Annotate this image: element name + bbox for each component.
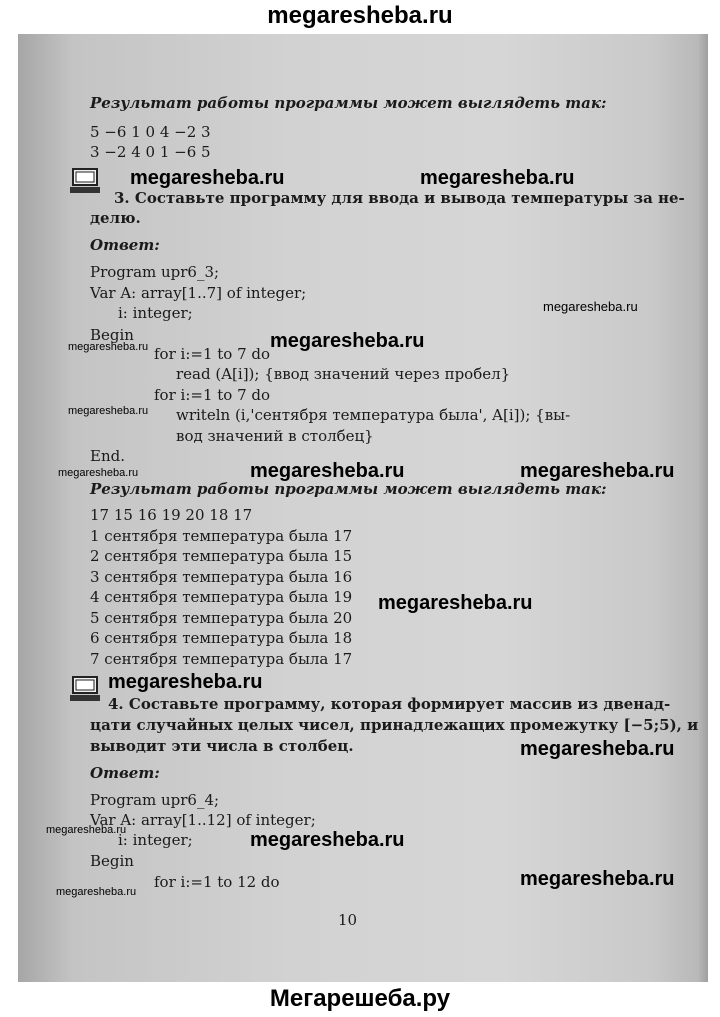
code-line: Var A: array[1..12] of integer; [90, 811, 316, 829]
watermark: megaresheba.ru [378, 592, 533, 614]
watermark-small: megaresheba.ru [46, 824, 127, 836]
output-line: 3 −2 4 0 1 −6 5 [90, 143, 211, 161]
output-line: 17 15 16 19 20 18 17 [90, 506, 253, 524]
code-line: Var A: array[1..7] of integer; [90, 284, 307, 302]
task3-line1 [114, 188, 685, 208]
watermark-small: megaresheba.ru [58, 467, 139, 479]
code-line: for i:=1 to 7 do [154, 386, 271, 404]
answer-label-1: Ответ: [90, 236, 160, 254]
task4-text-2: цати случайных целых чисел, принадлежащих промежутку [−5;5), и [90, 716, 699, 734]
output-line: 7 сентября температура была 17 [90, 650, 353, 668]
output-line: 1 сентября температура была 17 [90, 527, 353, 545]
output-line: 5 −6 1 0 4 −2 3 [90, 123, 211, 141]
task3-text: Составьте программу для ввода и вывода температуры за не- [134, 189, 685, 207]
task4-text: Составьте программу, которая формирует массив из двенад- [128, 695, 671, 713]
code-line: Begin [90, 326, 134, 344]
result-caption-2: Результат работы программы может выглядеть так: [90, 480, 607, 498]
page-number: 10 [338, 911, 358, 929]
output-line: 4 сентября температура была 19 [90, 588, 353, 606]
result-caption-1: Результат работы программы может выглядеть так: [90, 94, 607, 112]
computer-icon [68, 676, 102, 702]
watermark: megaresheba.ru [108, 671, 263, 693]
watermark: megaresheba.ru [520, 738, 675, 760]
task4-line1 [108, 694, 670, 714]
watermark: megaresheba.ru [270, 330, 425, 352]
watermark-small: megaresheba.ru [56, 886, 137, 898]
output-line: 3 сентября температура была 16 [90, 568, 353, 586]
code-line: i: integer; [118, 831, 193, 849]
task3-number: 3. [114, 189, 130, 207]
watermark-small: megaresheba.ru [68, 341, 149, 353]
code-line: Program upr6_3; [90, 263, 220, 281]
header-banner [0, 0, 720, 34]
output-line: 2 сентября температура была 15 [90, 547, 353, 565]
header-site-name[interactable]: megaresheba.ru [267, 2, 453, 29]
computer-icon [68, 168, 102, 194]
watermark: megaresheba.ru [250, 460, 405, 482]
code-line: for i:=1 to 7 do [154, 345, 271, 363]
output-line: 5 сентября температура была 20 [90, 609, 353, 627]
output-line: 6 сентября температура была 18 [90, 629, 353, 647]
watermark: megaresheba.ru [520, 868, 675, 890]
footer-site-name[interactable]: Мегарешеба.ру [269, 985, 451, 1012]
code-line: Program upr6_4; [90, 791, 220, 809]
watermark-small: megaresheba.ru [543, 299, 638, 314]
code-line: read (A[i]); {ввод значений через пробел} [176, 365, 511, 383]
footer-banner [0, 982, 720, 1017]
code-line: for i:=1 to 12 do [154, 873, 280, 891]
watermark-small: megaresheba.ru [68, 405, 149, 417]
task4-text-3: выводит эти числа в столбец. [90, 737, 354, 755]
watermark: megaresheba.ru [130, 167, 285, 189]
task3-text-2: делю. [90, 209, 141, 227]
task4-number: 4. [108, 695, 124, 713]
code-line: writeln (i,'сентября температура была', A[i]); {вы- [176, 406, 571, 424]
watermark: megaresheba.ru [520, 460, 675, 482]
code-line: вод значений в столбец} [176, 427, 374, 445]
watermark: megaresheba.ru [420, 167, 575, 189]
watermark: megaresheba.ru [250, 829, 405, 851]
code-line: End. [90, 447, 125, 465]
code-line: i: integer; [118, 304, 193, 322]
answer-label-2: Ответ: [90, 764, 160, 782]
code-line: Begin [90, 852, 134, 870]
